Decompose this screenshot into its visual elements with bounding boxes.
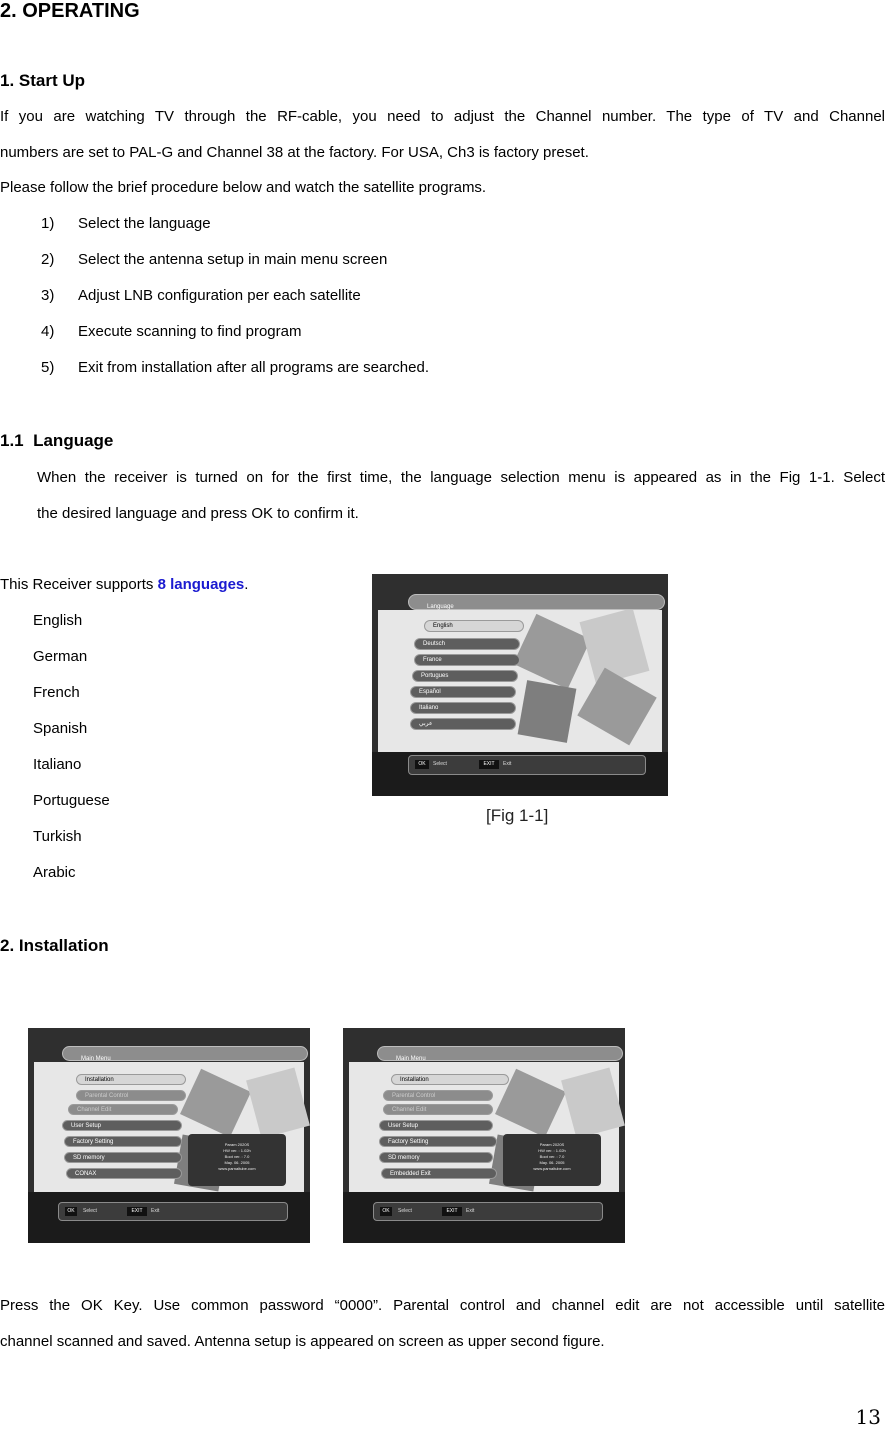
step-text: Adjust LNB configuration per each satellite [78, 287, 361, 304]
key-ok: OK [380, 1207, 392, 1216]
key-ok: OK [65, 1207, 77, 1216]
installation-title: 2. Installation [0, 936, 109, 955]
screen-menu-item: Factory Setting [64, 1136, 182, 1147]
info-line: HW ver. : 1.02h [223, 1148, 251, 1153]
info-box [503, 1134, 601, 1186]
startup-intro: Please follow the brief procedure below and watch the satellite programs. [0, 179, 487, 196]
screen-menu-item: Español [410, 686, 516, 698]
key-ok-label: Select [433, 761, 447, 767]
screen-menu-item: عربي [410, 718, 516, 730]
key-ok-label: Select [398, 1208, 412, 1214]
supports-suffix: . [244, 576, 249, 593]
screen-menu-item: Channel Edit [383, 1104, 493, 1115]
language-list-item: Spanish [33, 720, 88, 737]
screen-keybar [408, 755, 646, 775]
key-ok: OK [415, 760, 429, 769]
screen-menu-item: User Setup [62, 1120, 182, 1131]
key-exit-label: Exit [151, 1208, 160, 1214]
screen-keybar [373, 1202, 603, 1221]
startup-title: 1. Start Up [0, 71, 86, 90]
language-screen-image [372, 574, 668, 796]
language-list-item: English [33, 612, 83, 629]
screen-menu-item: CONAX [66, 1168, 182, 1179]
page-number: 13 [855, 1405, 881, 1429]
screen-header [62, 1046, 308, 1061]
info-line: www.parnaltube.com [218, 1166, 256, 1171]
screen-menu-item: Parental Control [383, 1090, 493, 1101]
screen-menu-item: SD memory [64, 1152, 182, 1163]
key-exit: EXIT [127, 1207, 147, 1216]
info-line: Param 2020S [539, 1142, 565, 1147]
supports-line [0, 577, 248, 592]
screen-menu-item: Portugues [412, 670, 518, 682]
supports-prefix: This Receiver supports [0, 576, 158, 593]
screen-header-text: Main Menu [396, 1056, 426, 1062]
screen-menu-item: User Setup [379, 1120, 493, 1131]
info-line: www.parnaltube.com [533, 1166, 571, 1171]
step-text: Select the language [78, 215, 211, 232]
screen-keybar [58, 1202, 288, 1221]
info-box [188, 1134, 286, 1186]
step-text: Execute scanning to find program [78, 323, 302, 340]
language-list-item: French [33, 684, 80, 701]
language-title [0, 431, 113, 451]
screen-menu-item: Channel Edit [68, 1104, 178, 1115]
page-heading: 2. OPERATING [0, 0, 140, 22]
startup-paragraph-line2: numbers are set to PAL-G and Channel 38 at the factory. For USA, Ch3 is factory preset. [0, 144, 589, 161]
language-list-item: Italiano [33, 756, 82, 773]
key-exit: EXIT [442, 1207, 462, 1216]
info-line: Param 2020S [224, 1142, 250, 1147]
key-exit-label: Exit [466, 1208, 475, 1214]
screen-menu-item: SD memory [379, 1152, 493, 1163]
language-list-item: Arabic [33, 864, 76, 881]
screen-menu-item: Deutsch [414, 638, 520, 650]
info-line: Boot ver. : 7.0 [539, 1154, 565, 1159]
key-ok-label: Select [83, 1208, 97, 1214]
screen-menu-item: English [424, 620, 524, 632]
figure-caption: [Fig 1-1] [486, 806, 549, 825]
supports-highlight: 8 languages [157, 576, 245, 593]
language-list-item: German [33, 648, 88, 665]
screen-menu-item: Embedded Exit [381, 1168, 497, 1179]
language-title-number: 1.1 [0, 431, 24, 450]
info-line: HW ver. : 1.02h [538, 1148, 566, 1153]
screen-menu-item: France [414, 654, 520, 666]
screen-menu-item: Installation [391, 1074, 509, 1085]
screen-menu-item: Factory Setting [379, 1136, 497, 1147]
screen-menu-item: Italiano [410, 702, 516, 714]
key-exit: EXIT [479, 760, 499, 769]
language-paragraph-line1: When the receiver is turned on for the first time, the language selection menu is appeared as in the Fig 1-1. Select [37, 469, 885, 486]
step-number: 5) [41, 359, 55, 376]
screen-header-text: Language [427, 604, 454, 610]
screen-menu-item: Parental Control [76, 1090, 186, 1101]
language-title-text: Language [33, 431, 114, 450]
installation-paragraph-line2: channel scanned and saved. Antenna setup is appeared on screen as upper second figure. [0, 1333, 605, 1350]
step-number: 4) [41, 323, 55, 340]
step-text: Select the antenna setup in main menu screen [78, 251, 388, 268]
step-text: Exit from installation after all programs are searched. [78, 359, 429, 376]
step-number: 1) [41, 215, 55, 232]
info-line: May. 06. 2005 [224, 1160, 250, 1165]
startup-paragraph-line1: If you are watching TV through the RF-cable, you need to adjust the Channel number. The type of TV and Channel [0, 108, 885, 125]
screen-header [408, 594, 665, 610]
screen-menu-item: Installation [76, 1074, 186, 1085]
screen-header [377, 1046, 623, 1061]
step-number: 3) [41, 287, 55, 304]
step-number: 2) [41, 251, 55, 268]
screen-header-text: Main Menu [81, 1056, 111, 1062]
language-list-item: Portuguese [33, 792, 110, 809]
info-line: May. 06. 2005 [539, 1160, 565, 1165]
language-list-item: Turkish [33, 828, 82, 845]
main-menu-screen-image [28, 1028, 310, 1243]
info-line: Boot ver. : 7.0 [224, 1154, 250, 1159]
installation-paragraph-line1: Press the OK Key. Use common password “0000”. Parental control and channel edit are not accessible until satellite [0, 1297, 885, 1314]
cube-shape [518, 680, 577, 743]
key-exit-label: Exit [503, 761, 512, 767]
main-menu-screen-image [343, 1028, 625, 1243]
language-paragraph-line2: the desired language and press OK to confirm it. [37, 505, 359, 522]
